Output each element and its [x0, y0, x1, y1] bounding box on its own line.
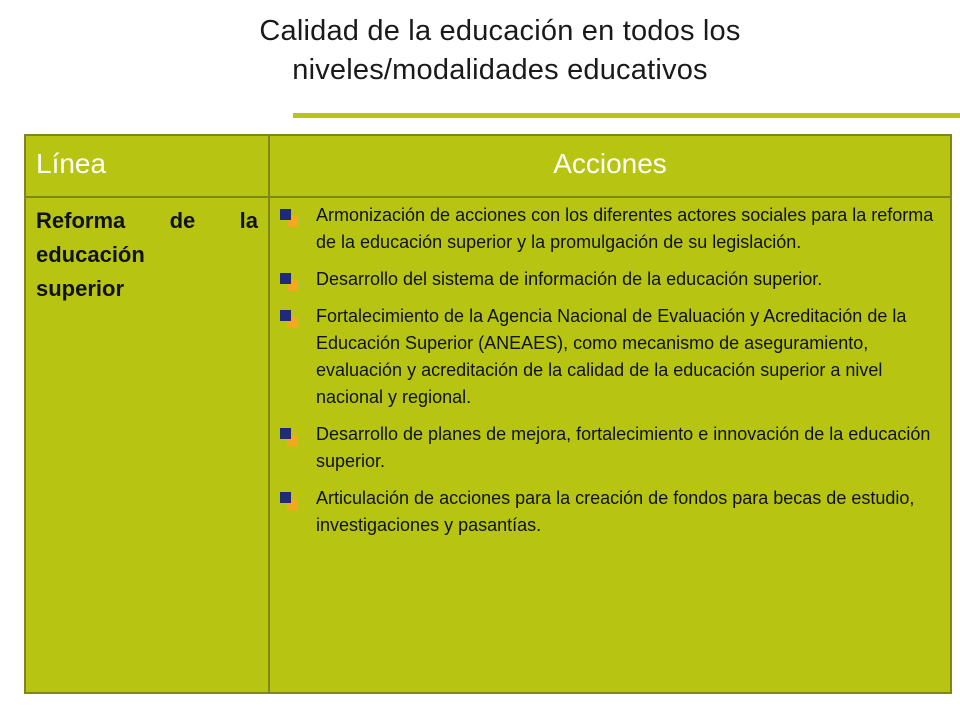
header-acciones: Acciones: [553, 148, 667, 179]
linea-line-3: superior: [36, 276, 125, 301]
action-item: [280, 485, 940, 539]
header-linea: Línea: [36, 148, 107, 179]
action-item: [280, 202, 940, 256]
table-header-row: [26, 136, 950, 198]
page-title: [140, 12, 860, 90]
action-text: Desarrollo de planes de mejora, fortalecimiento e innovación de la educación superior.: [316, 424, 931, 471]
linea-word-1: Reforma: [36, 208, 126, 233]
linea-line-2: educación: [36, 242, 145, 267]
accent-divider: [293, 113, 960, 118]
action-text: Armonización de acciones con los diferentes actores sociales para la reforma de la educación superior y la promulgación de su legislación.: [316, 205, 934, 252]
action-item: [280, 421, 940, 475]
action-text: Desarrollo del sistema de información de la educación superior.: [316, 269, 823, 289]
square-bullet-icon: [280, 209, 298, 227]
action-item: [280, 303, 940, 411]
square-bullet-icon: [280, 310, 298, 328]
square-bullet-icon: [280, 428, 298, 446]
action-item: [280, 266, 940, 293]
linea-word-3: la: [239, 208, 258, 233]
linea-line-1: [36, 204, 258, 238]
square-bullet-icon: [280, 492, 298, 510]
action-text: Fortalecimiento de la Agencia Nacional de Evaluación y Acreditación de la Educación Superior (ANEAES), como mecanismo de aseguramiento, evaluación y acreditación de la calidad de la educación superior a nivel nacional y regional.: [316, 306, 907, 407]
linea-cell: [36, 204, 258, 306]
linea-word-2: de: [169, 208, 196, 233]
square-bullet-icon: [280, 273, 298, 291]
action-text: Articulación de acciones para la creación de fondos para becas de estudio, investigaciones y pasantías.: [316, 488, 915, 535]
title-line-1: Calidad de la educación en todos los: [259, 15, 741, 47]
column-divider: [268, 136, 270, 692]
title-line-2: niveles/modalidades educativos: [292, 54, 708, 86]
actions-list: [280, 202, 940, 549]
actions-table: [24, 134, 952, 694]
